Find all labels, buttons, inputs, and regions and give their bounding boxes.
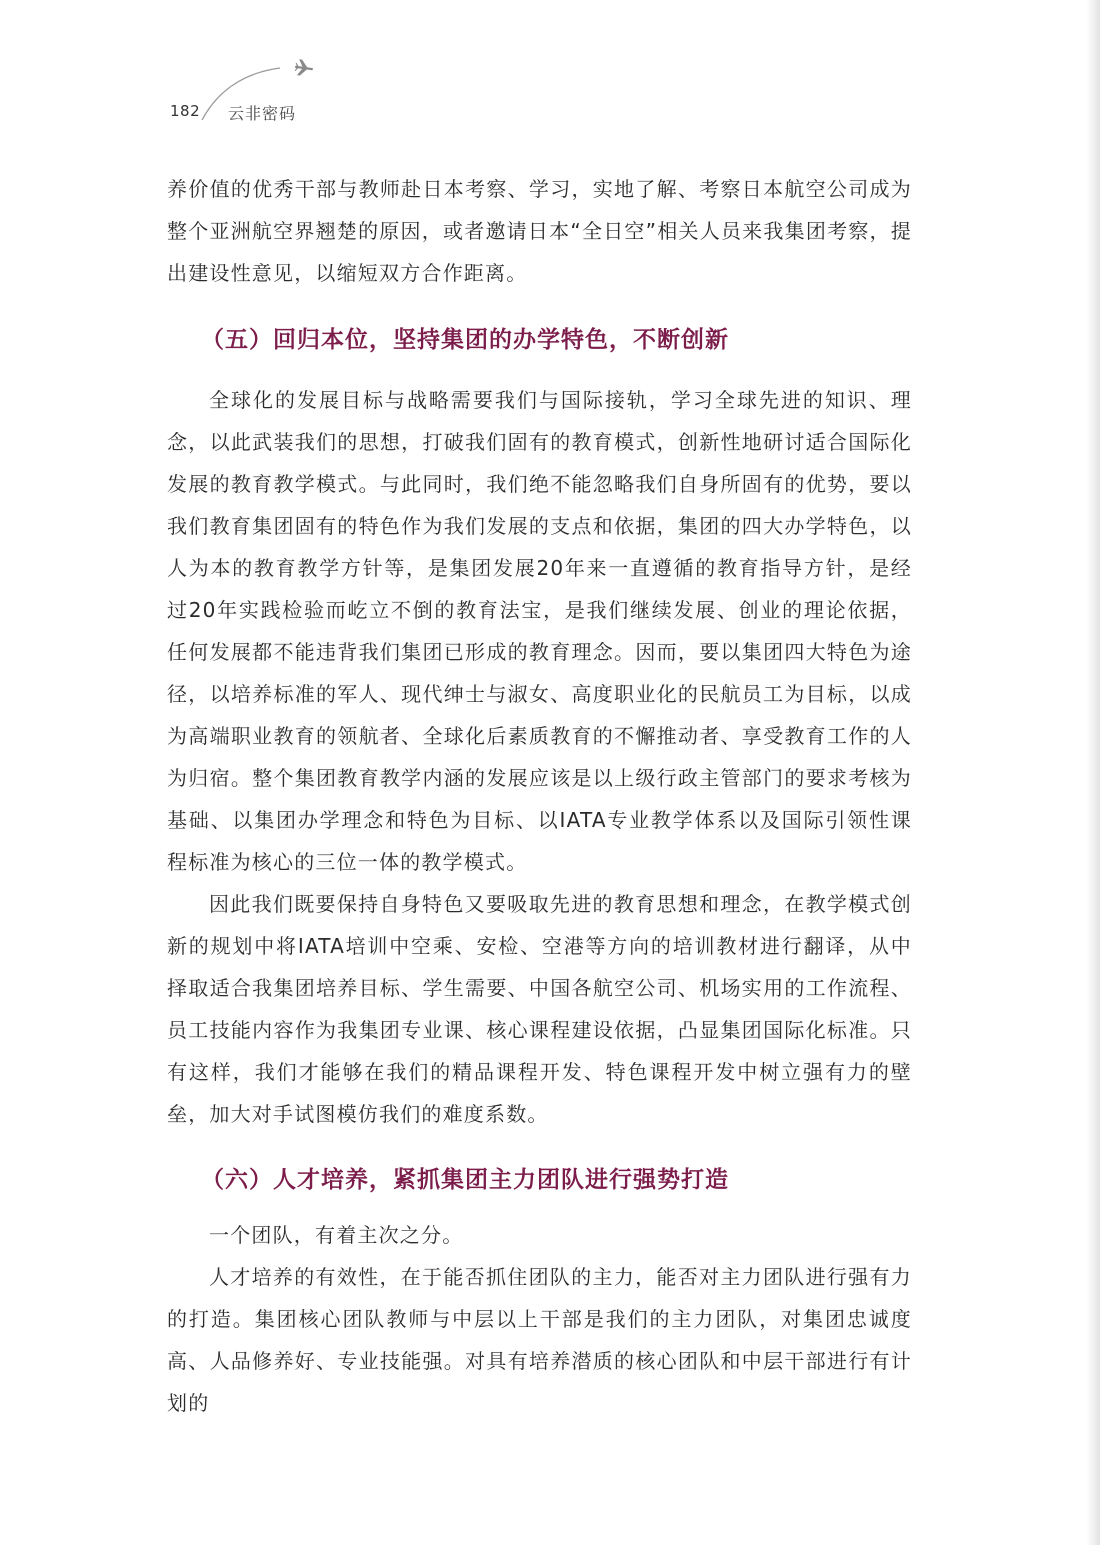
page-edge-shadow (1086, 0, 1100, 1545)
paragraph: 因此我们既要保持自身特色又要吸取先进的教育思想和理念，在教学模式创新的规划中将IATA培训中空乘、安检、空港等方向的培训教材进行翻译，从中择取适合我集团培养目标、学生需要、中国各航空公司、机场实用的工作流程、员工技能内容作为我集团专业课、核心课程建设依据，凸显集团国际化标准。只有这样，我们才能够在我们的精品课程开发、特色课程开发中树立强有力的壁垒，加大对手试图模仿我们的难度系数。 (167, 892, 912, 1126)
paragraph: 全球化的发展目标与战略需要我们与国际接轨，学习全球先进的知识、理念，以此武装我们的思想，打破我们固有的教育模式，创新性地研讨适合国际化发展的教育教学模式。与此同时，我们绝不能忽略我们自身所固有的优势，要以我们教育集团固有的特色作为我们发展的支点和依据，集团的四大办学特色，以人为本的教育教学方针等，是集团发展20年来一直遵循的教育指导方针，是经过20年实践检验而屹立不倒的教育法宝，是我们继续发展、创业的理论依据，任何发展都不能违背我们集团已形成的教育理念。因而，要以集团四大特色为途径，以培养标准的军人、现代绅士与淑女、高度职业化的民航员工为目标，以成为高端职业教育的领航者、全球化后素质教育的不懈推动者、享受教育工作的人为归宿。整个集团教育教学内涵的发展应该是以上级行政主管部门的要求考核为基础、以集团办学理念和特色为目标、以IATA专业教学体系以及国际引领性课程标准为核心的三位一体的教学模式。 (167, 388, 912, 874)
section-heading-5: （五）回归本位，坚持集团的办学特色，不断创新 (201, 327, 729, 353)
section-heading-6: （六）人才培养，紧抓集团主力团队进行强势打造 (201, 1167, 729, 1193)
paragraph: 人才培养的有效性，在于能否抓住团队的主力，能否对主力团队进行强有力的打造。集团核心团队教师与中层以上干部是我们的主力团队，对集团忠诚度高、人品修养好、专业技能强。对具有培养潜质的核心团队和中层干部进行有计划的 (167, 1265, 912, 1415)
paragraph: 一个团队，有着主次之分。 (209, 1223, 464, 1247)
paragraph-continued: 养价值的优秀干部与教师赴日本考察、学习，实地了解、考察日本航空公司成为整个亚洲航空界翘楚的原因，或者邀请日本“全日空”相关人员来我集团考察，提出建设性意见，以缩短双方合作距离。 (167, 177, 912, 285)
page-body (167, 168, 912, 1424)
page-number: 182 (170, 102, 201, 120)
page-header (160, 50, 360, 130)
running-title: 云非密码 (228, 104, 297, 123)
